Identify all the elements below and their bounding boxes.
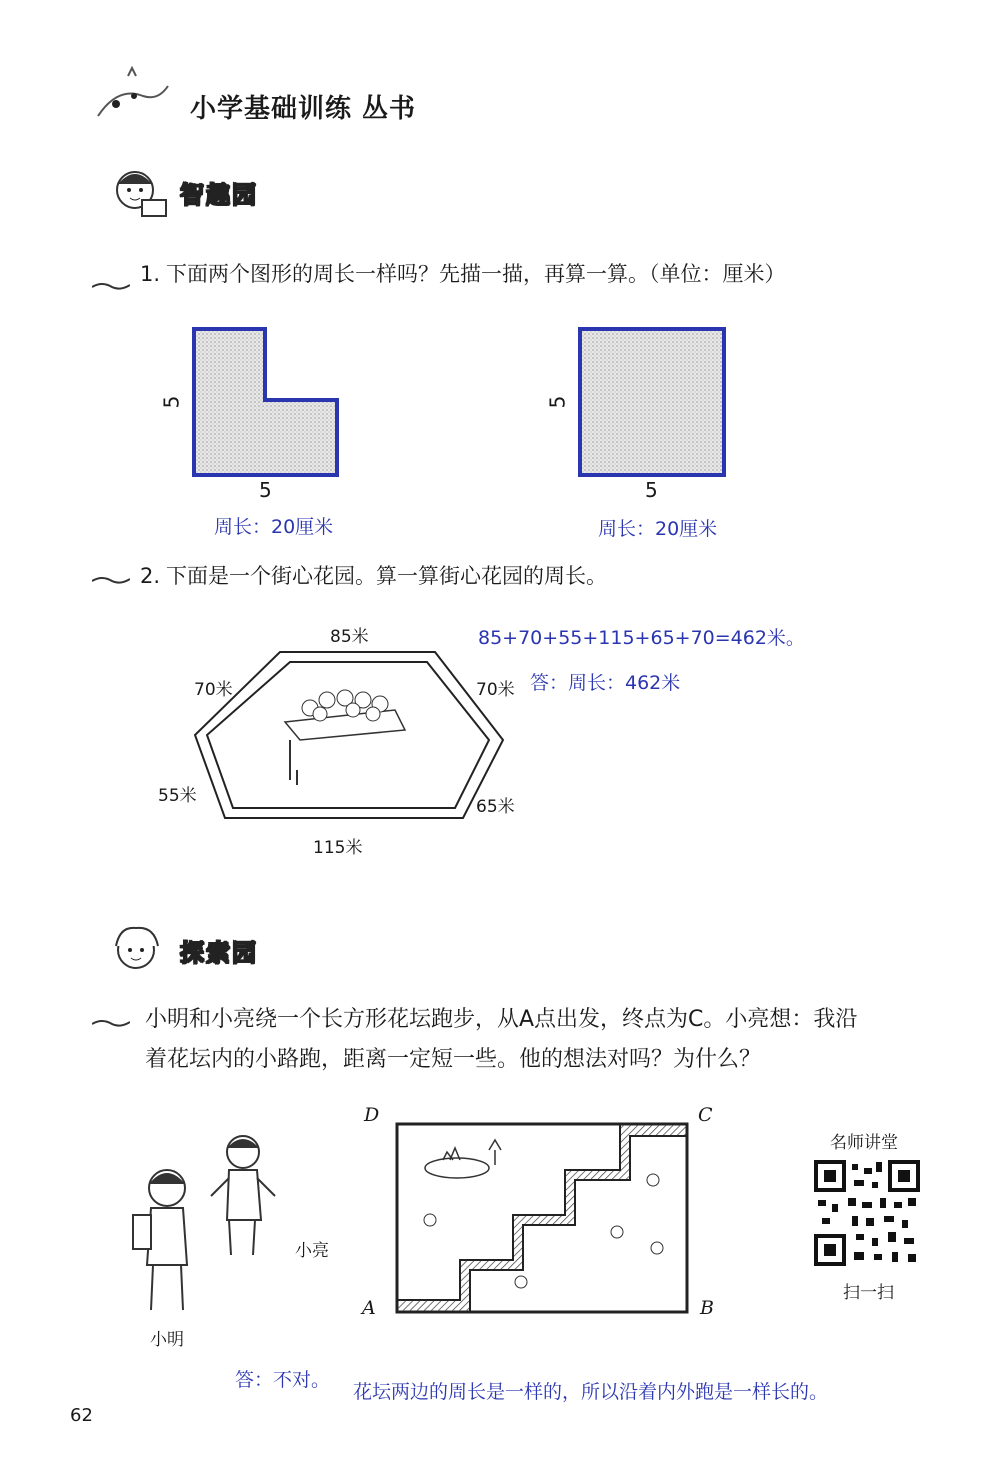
square-figure [576, 325, 728, 480]
lower-left-side-label: 55米 [158, 786, 197, 806]
rectangular-garden-figure [395, 1120, 690, 1315]
pencil-icon [92, 575, 130, 585]
boy-xiaoliang-icon [205, 1130, 285, 1260]
perimeter-answer: 答：周长：462米 [530, 672, 681, 694]
question-text: 下面两个图形的周长一样吗？先描一描，再算一算。（单位：厘米） [166, 262, 786, 286]
right-side-label: 5 [545, 395, 570, 409]
left-bottom-label: 5 [259, 478, 272, 502]
corner-c-label: C [698, 1104, 713, 1126]
question-3 [145, 1000, 857, 1080]
question-number: 2. [140, 564, 161, 588]
qr-caption: 扫一扫 [843, 1283, 894, 1303]
section-badge-tansuoyuan [100, 920, 258, 980]
l-shape-figure [190, 325, 345, 480]
upper-right-side-label: 70米 [476, 680, 515, 700]
hexagon-garden-figure [185, 640, 515, 830]
question-text: 下面是一个街心花园。算一算街心花园的周长。 [166, 564, 608, 588]
question-2 [140, 560, 607, 594]
corner-b-label: B [700, 1297, 714, 1319]
girl-reading-icon [100, 162, 180, 222]
answer-prefix: 答：不对。 [235, 1369, 331, 1391]
page-number: 62 [70, 1405, 93, 1426]
pencil-icon [92, 281, 130, 291]
answer-text: 花坛两边的周长是一样的，所以沿着内外跑是一样长的。 [353, 1381, 829, 1403]
corner-d-label: D [364, 1104, 380, 1126]
question-number: 1. [140, 262, 161, 286]
right-perimeter-answer: 周长：20厘米 [598, 518, 718, 540]
girl-thinking-icon [100, 920, 180, 980]
qr-code-icon[interactable] [812, 1158, 922, 1268]
top-side-label: 85米 [330, 627, 369, 647]
series-title: 小学基础训练 丛书 [190, 94, 417, 124]
right-bottom-label: 5 [645, 478, 658, 502]
question-text-line-2: 着花坛内的小路跑，距离一定短一些。他的想法对吗？为什么？ [145, 1047, 762, 1072]
lower-right-side-label: 65米 [476, 797, 515, 817]
section-badge-zhiquyuan [100, 162, 258, 222]
calculation: 85+70+55+115+65+70=462米。 [478, 627, 805, 649]
left-side-label: 5 [159, 395, 184, 409]
question-1 [140, 258, 786, 292]
section-title: 探索园 [180, 938, 258, 967]
xiaoming-label: 小明 [150, 1330, 184, 1350]
pencil-icon [92, 1018, 130, 1028]
qr-title: 名师讲堂 [830, 1133, 898, 1153]
corner-a-label: A [362, 1297, 376, 1319]
xiaoliang-label: 小亮 [295, 1241, 329, 1261]
header-decoration-icon [88, 66, 178, 136]
bottom-side-label: 115米 [313, 838, 363, 858]
left-perimeter-answer: 周长：20厘米 [214, 516, 334, 538]
boy-xiaoming-icon [125, 1160, 205, 1320]
question-text-line-1: 小明和小亮绕一个长方形花坛跑步，从A点出发，终点为C。小亮想：我沿 [145, 1007, 858, 1032]
upper-left-side-label: 70米 [194, 680, 233, 700]
section-title: 智趣园 [180, 180, 258, 209]
